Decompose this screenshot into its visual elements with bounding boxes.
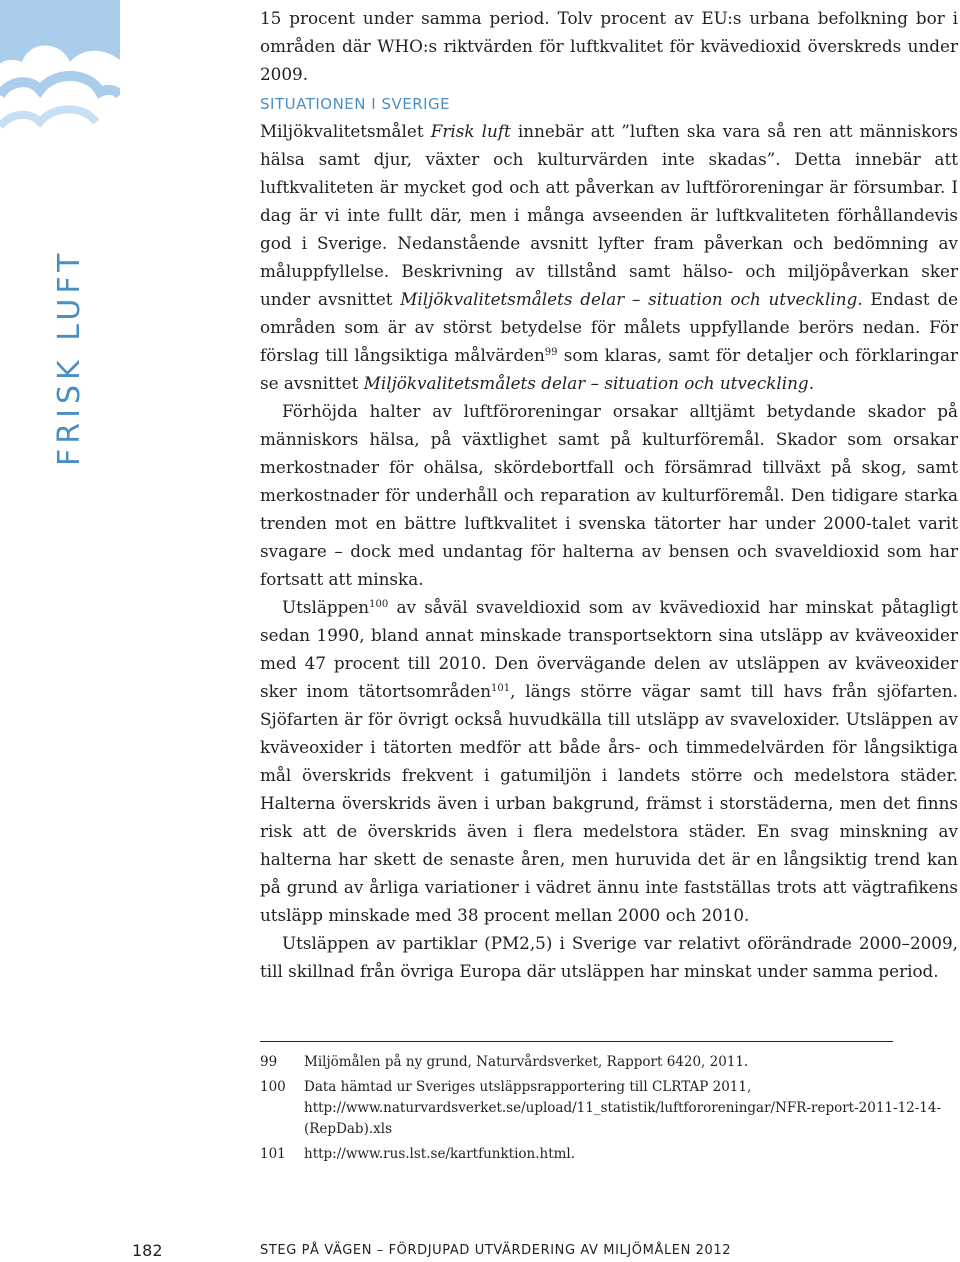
section-side-title: FRISK LUFT xyxy=(52,248,87,466)
footnote-101: 101 http://www.rus.lst.se/kartfunktion.html. xyxy=(260,1144,958,1165)
main-text xyxy=(260,4,958,985)
intro-paragraph: 15 procent under samma period. Tolv procent av EU:s urbana befolkning bor i områden där WHO:s riktvärden för luftkvalitet för kvävedioxid överskreds under 2009. xyxy=(260,8,958,84)
footnote-ref-99[interactable]: 99 xyxy=(544,347,558,358)
paragraph-1: Miljökvalitetsmålet Frisk luft innebär att ”luften ska vara så ren att människors hälsa samt djur, växter och kulturvärden inte skadas”. Detta innebär att luftkvaliteten är mycket god och att påverkan av luftföroreningar är försumbar. I dag är vi inte fullt där, men i många avseenden är luftkvaliteten förhållandevis god i Sverige. Nedanstående avsnitt lyfter fram påverkan och bedömning av måluppfyllelse. Beskrivning av tillstånd samt hälso- och miljöpåverkan sker under avsnittet Miljökvalitetsmålets delar – situation och utveckling. Endast de områden som är av störst betydelse för målets uppfyllande berörs nedan. För förslag till långsiktiga målvärden$^{99}$ som klaras, samt för detaljer och förklaringar se avsnittet Miljökvalitetsmålets delar – situation och utveckling. xyxy=(260,121,959,393)
footnote-divider xyxy=(260,1041,893,1042)
running-footer: STEG PÅ VÄGEN – FÖRDJUPAD UTVÄRDERING AV MILJÖMÅLEN 2012 xyxy=(260,1243,732,1258)
section-heading: SITUATIONEN I SVERIGE xyxy=(260,95,451,113)
footnote-100: 100 Data hämtad ur Sveriges utsläppsrapportering till CLRTAP 2011, http://www.naturvardsverket.se/upload/11_statistik/luftfororeningar/NFR-report-2011-12-14-(RepDab).xls xyxy=(260,1077,958,1140)
footnote-ref-100[interactable]: 100 xyxy=(369,599,389,610)
footnotes xyxy=(260,1052,958,1169)
cloud-logo-icon xyxy=(0,0,120,133)
page-number: 182 xyxy=(132,1241,163,1260)
footnote-99: 99 Miljömålen på ny grund, Naturvårdsverket, Rapport 6420, 2011. xyxy=(260,1054,749,1070)
paragraph-2: Förhöjda halter av luftföroreningar orsakar alltjämt betydande skador på människors hälsa, på växtlighet samt på kulturföremål. Skador som orsakar merkostnader för ohälsa, skördebortfall och försämrad tillväxt på skog, samt merkostnader för underhåll och reparation av kulturföremål. Den tidigare starka trenden mot en bättre luftkvalitet i svenska tätorter har under 2000-talet varit svagare – dock med undantag för halterna av bensen och svaveldioxid som har fortsatt att minska. xyxy=(260,401,958,589)
footnote-ref-101[interactable]: 101 xyxy=(491,683,511,694)
footnote-link[interactable]: Data hämtad ur Sveriges utsläppsrapportering till CLRTAP 2011, http://www.naturvardsverket.se/upload/11_statistik/luftfororeningar/NFR-report-2011-12-14-(RepDab).xls xyxy=(304,1079,942,1137)
paragraph-4: Utsläppen av partiklar (PM2,5) i Sverige var relativt oförändrade 2000–2009, till skillnad från övriga Europa där utsläppen har minskat under samma period. xyxy=(260,933,958,981)
paragraph-3: Utsläppen$^{100}$ av såväl svaveldioxid som av kvävedioxid har minskat påtagligt sedan 1990, bland annat minskade transportsektorn sina utsläpp av kväveoxider med 47 procent till 2010. Den övervägande delen av utsläppen av kväveoxider sker inom tätortsområden$^{101}$, längs större vägar samt till havs från sjöfarten. Sjöfarten är för övrigt också huvudkälla till utsläpp av svaveloxider. Utsläppen av kväveoxider i tätorten medför att både års- och timmedelvärden för långsiktiga mål överskrids frekvent i gatumiljön i landets större och medelstora städer. Halterna överskrids även i urban bakgrund, främst i storstäderna, men det finns risk att de överskrids även i flera medelstora städer. En svag minskning av halterna har skett de senaste åren, men huruvida det är en långsiktig trend kan på grund av årliga variationer i vädret ännu inte fastställas trots att vägtrafikens utsläpp minskade med 38 procent mellan 2000 och 2010. xyxy=(260,597,958,925)
footnote-link[interactable]: http://www.rus.lst.se/kartfunktion.html. xyxy=(304,1146,576,1162)
